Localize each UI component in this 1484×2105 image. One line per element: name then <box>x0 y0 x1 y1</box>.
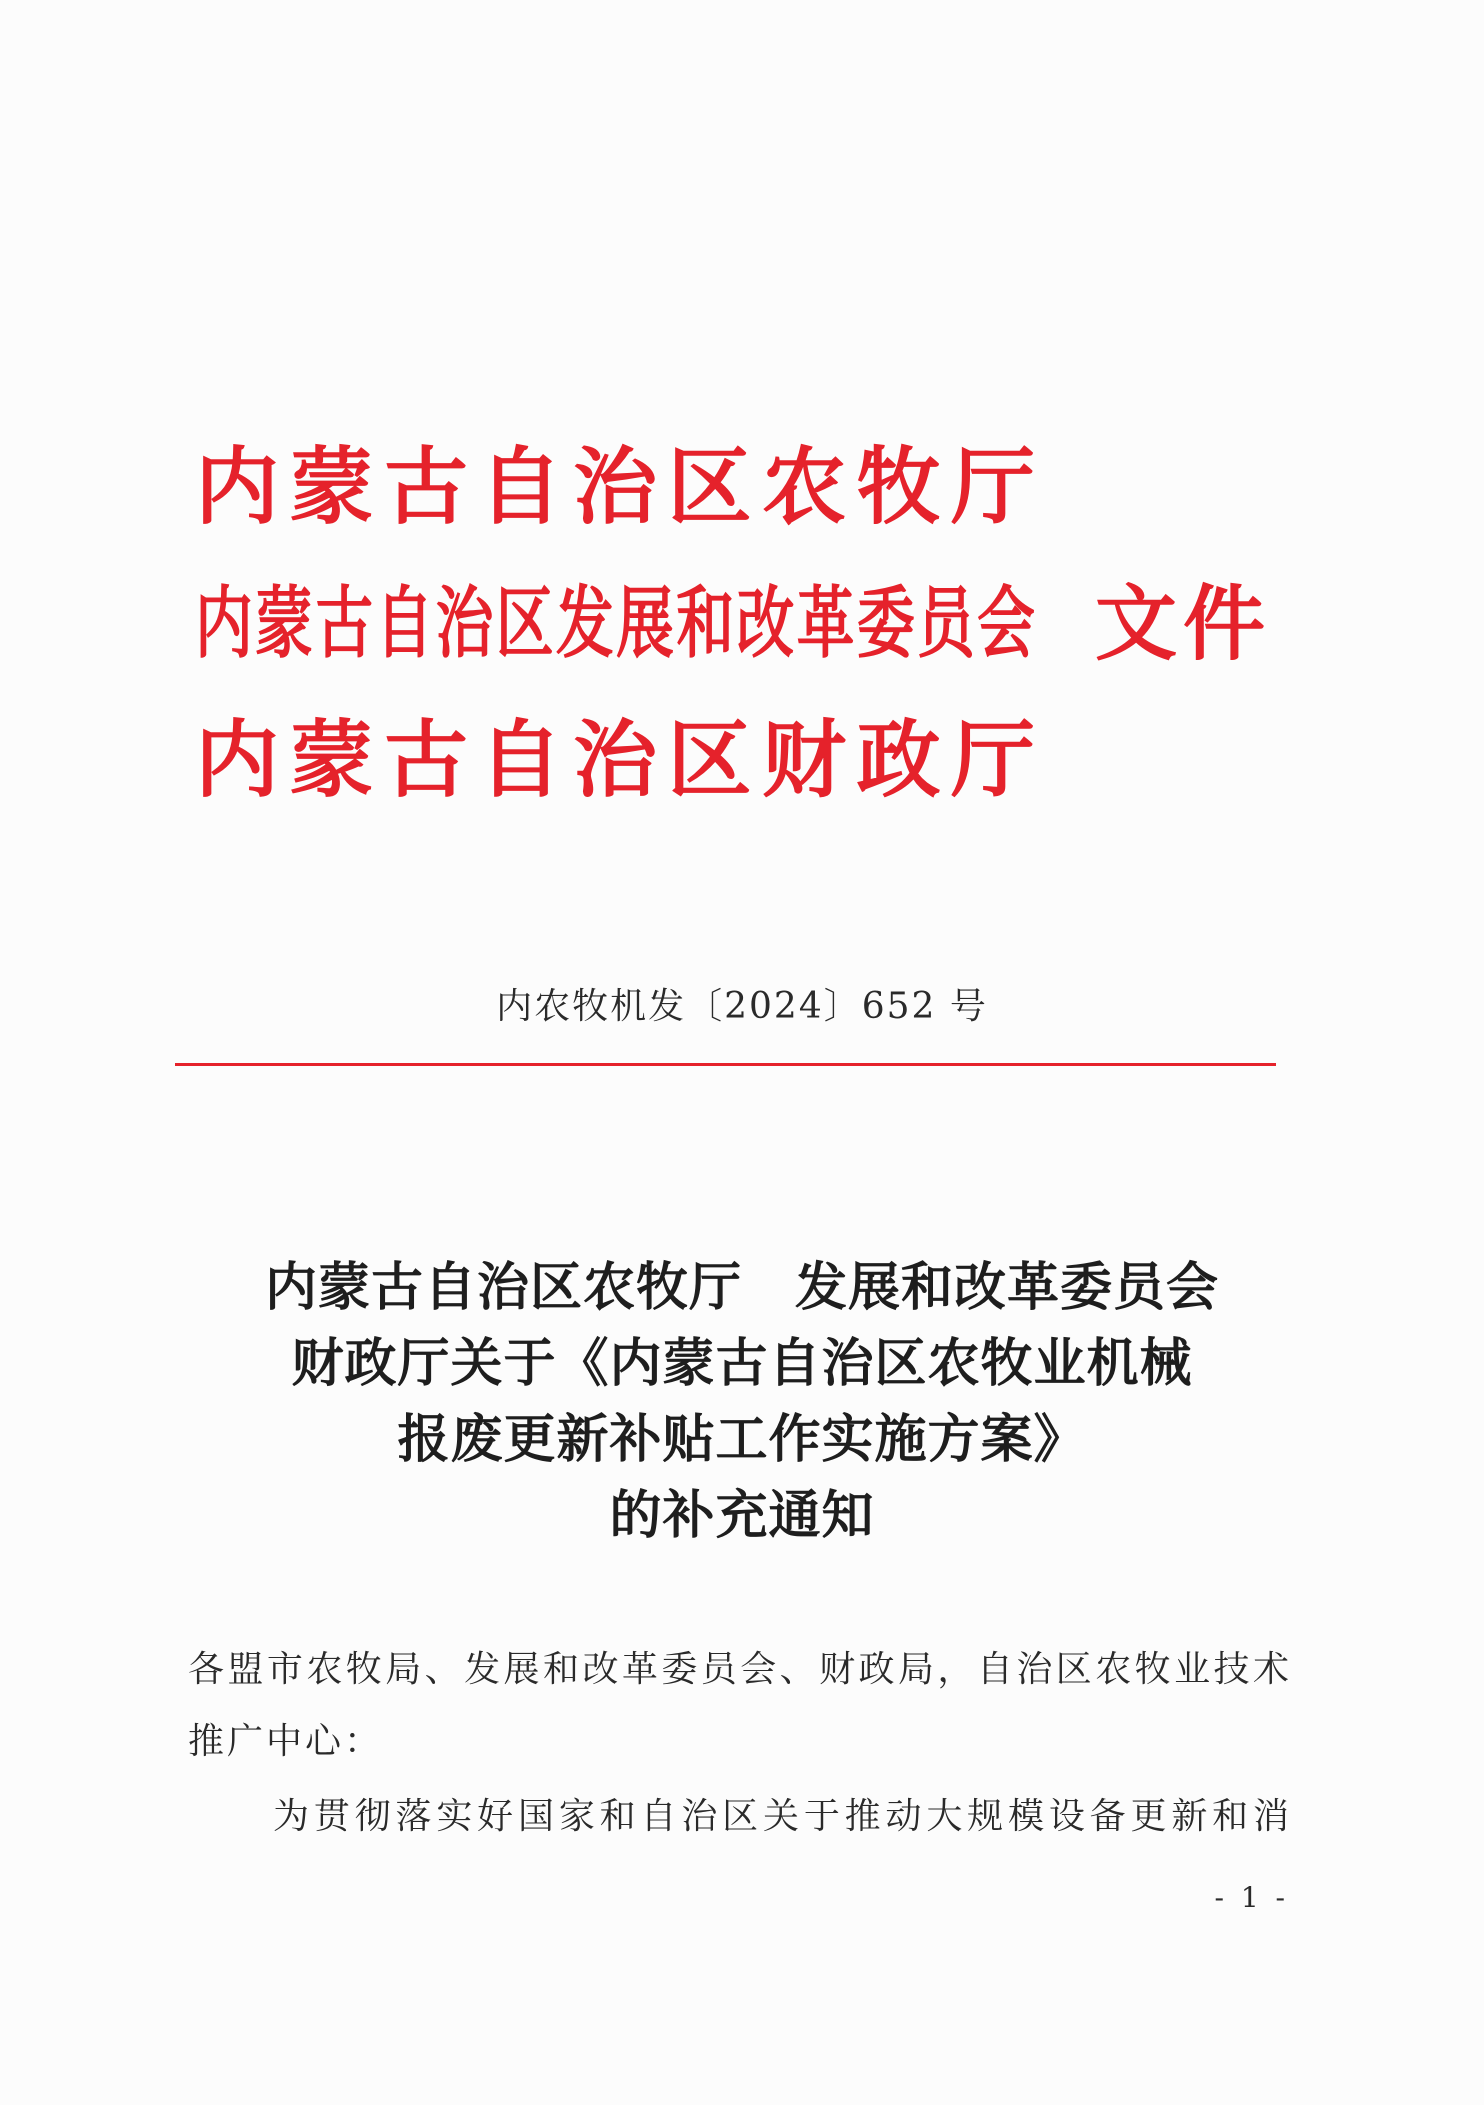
title-line: 财政厅关于《内蒙古自治区农牧业机械 <box>291 1333 1193 1394</box>
red-divider-rule <box>175 1063 1276 1066</box>
issuer-header-line-2: 内蒙古自治区发展和改革委员会 <box>195 578 1035 669</box>
document-word: 文件 <box>1095 576 1265 672</box>
title-line: 内蒙古自治区农牧厅 发展和改革委员会 <box>264 1257 1219 1318</box>
document-title <box>0 1250 1484 1554</box>
issuer-header-line-3: 内蒙古自治区财政厅 <box>195 710 1035 809</box>
addressee-line-2: 推广中心： <box>188 1721 384 1762</box>
page-number: - 1 - <box>1214 1881 1289 1914</box>
document-number: 内农牧机发〔2024〕652 号 <box>496 986 988 1027</box>
title-line: 的补充通知 <box>609 1485 875 1546</box>
body-paragraph-line: 为贯彻落实好国家和自治区关于推动大规模设备更新和消 <box>273 1796 1289 1837</box>
addressee-line-1: 各盟市农牧局、发展和改革委员会、财政局，自治区农牧业技术 <box>188 1649 1289 1690</box>
issuer-header-line-1: 内蒙古自治区农牧厅 <box>195 437 1035 536</box>
title-line: 报废更新补贴工作实施方案》 <box>397 1409 1087 1470</box>
